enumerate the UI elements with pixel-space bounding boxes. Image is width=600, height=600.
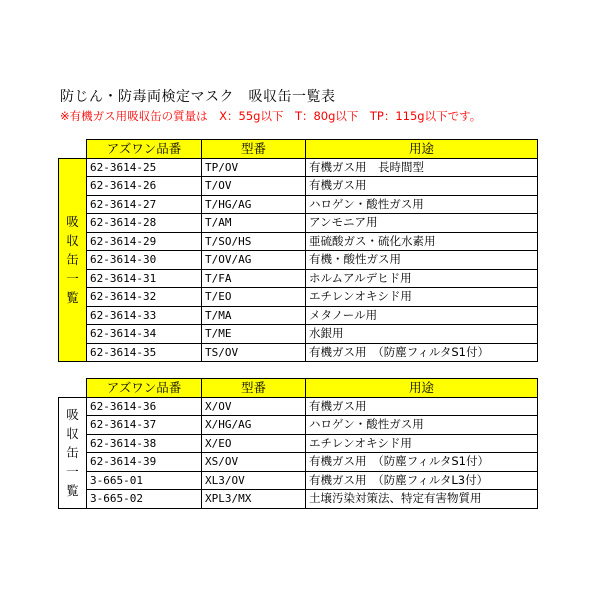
cell-usage: 有機ガス用: [306, 397, 538, 416]
cell-usage: 土壌汚染対策法、特定有害物質用: [306, 490, 538, 509]
table-row: [59, 195, 538, 214]
table-header-row: [59, 140, 538, 159]
header-usage: 用途: [306, 140, 538, 159]
cell-usage: 有機・酸性ガス用: [306, 251, 538, 270]
cell-usage: 亜硫酸ガス・硫化水素用: [306, 232, 538, 251]
cell-model: XPL3/MX: [202, 490, 306, 509]
cell-code: 62-3614-32: [87, 288, 202, 307]
cell-usage: 有機ガス用 （防塵フィルタS1付）: [306, 343, 538, 362]
cell-model: T/OV/AG: [202, 251, 306, 270]
side-label-char: 収: [66, 426, 79, 441]
side-label-char: 収: [66, 233, 79, 249]
header-usage: 用途: [306, 379, 538, 398]
cell-model: TS/OV: [202, 343, 306, 362]
cell-code: 62-3614-29: [87, 232, 202, 251]
cell-code: 62-3614-31: [87, 269, 202, 288]
table-row: [59, 490, 538, 509]
table-row: [59, 251, 538, 270]
side-label-char: 缶: [66, 445, 79, 460]
cell-model: X/HG/AG: [202, 416, 306, 435]
cell-model: T/ME: [202, 325, 306, 344]
cell-usage: 有機ガス用 （防塵フィルタL3付）: [306, 471, 538, 490]
side-label-char: 一: [66, 271, 79, 287]
weight-note: ※有機ガス用吸収缶の質量は X：55g以下 T：80g以下 TP：115g以下です。: [60, 109, 482, 123]
cell-code: 62-3614-30: [87, 251, 202, 270]
cell-model: XL3/OV: [202, 471, 306, 490]
cell-code: 62-3614-35: [87, 343, 202, 362]
cell-code: 62-3614-36: [87, 397, 202, 416]
table-row: [59, 453, 538, 472]
cell-model: T/EO: [202, 288, 306, 307]
table-row: [59, 416, 538, 435]
header-model: 型番: [202, 140, 306, 159]
cell-usage: 有機ガス用 長時間型: [306, 158, 538, 177]
table-row: [59, 288, 538, 307]
side-label-char: 覧: [66, 290, 79, 306]
cell-model: T/MA: [202, 306, 306, 325]
cell-code: 62-3614-39: [87, 453, 202, 472]
cell-model: XS/OV: [202, 453, 306, 472]
table-row: [59, 214, 538, 233]
cell-usage: ハロゲン・酸性ガス用: [306, 416, 538, 435]
cell-usage: エチレンオキシド用: [306, 288, 538, 307]
cell-usage: メタノール用: [306, 306, 538, 325]
side-label-char: 一: [66, 464, 79, 479]
cell-model: T/SO/HS: [202, 232, 306, 251]
table-row: [59, 177, 538, 196]
cell-model: T/OV: [202, 177, 306, 196]
cell-code: 3-665-02: [87, 490, 202, 509]
header-spacer: [59, 140, 87, 159]
cell-code: 3-665-01: [87, 471, 202, 490]
side-label-char: 缶: [66, 252, 79, 268]
cell-usage: エチレンオキシド用: [306, 434, 538, 453]
absorber-table-2: [58, 378, 538, 509]
cell-code: 62-3614-28: [87, 214, 202, 233]
cell-usage: アンモニア用: [306, 214, 538, 233]
side-label: [59, 158, 87, 362]
table-row: [59, 232, 538, 251]
page-title: 防じん・防毒両検定マスク 吸収缶一覧表: [60, 89, 336, 105]
cell-model: T/HG/AG: [202, 195, 306, 214]
table-row: [59, 343, 538, 362]
cell-usage: 水銀用: [306, 325, 538, 344]
table-row: [59, 325, 538, 344]
table-row: [59, 158, 538, 177]
header-model: 型番: [202, 379, 306, 398]
cell-code: 62-3614-34: [87, 325, 202, 344]
side-label: [59, 397, 87, 508]
table-row: [59, 471, 538, 490]
table-row: [59, 434, 538, 453]
header-code: アズワン品番: [87, 379, 202, 398]
cell-code: 62-3614-27: [87, 195, 202, 214]
cell-model: TP/OV: [202, 158, 306, 177]
cell-model: X/EO: [202, 434, 306, 453]
table-row: [59, 269, 538, 288]
table-header-row: [59, 379, 538, 398]
cell-code: 62-3614-25: [87, 158, 202, 177]
side-label-char: 吸: [66, 214, 79, 230]
table-row: [59, 397, 538, 416]
table-row: [59, 306, 538, 325]
cell-model: T/AM: [202, 214, 306, 233]
cell-code: 62-3614-37: [87, 416, 202, 435]
absorber-table-1: [58, 139, 538, 362]
header-spacer: [59, 379, 87, 398]
cell-code: 62-3614-33: [87, 306, 202, 325]
cell-usage: ハロゲン・酸性ガス用: [306, 195, 538, 214]
cell-model: X/OV: [202, 397, 306, 416]
cell-usage: 有機ガス用 （防塵フィルタS1付）: [306, 453, 538, 472]
cell-model: T/FA: [202, 269, 306, 288]
cell-usage: 有機ガス用: [306, 177, 538, 196]
cell-usage: ホルムアルデヒド用: [306, 269, 538, 288]
cell-code: 62-3614-26: [87, 177, 202, 196]
cell-code: 62-3614-38: [87, 434, 202, 453]
side-label-char: 吸: [66, 407, 79, 422]
header-code: アズワン品番: [87, 140, 202, 159]
side-label-char: 覧: [66, 483, 79, 498]
